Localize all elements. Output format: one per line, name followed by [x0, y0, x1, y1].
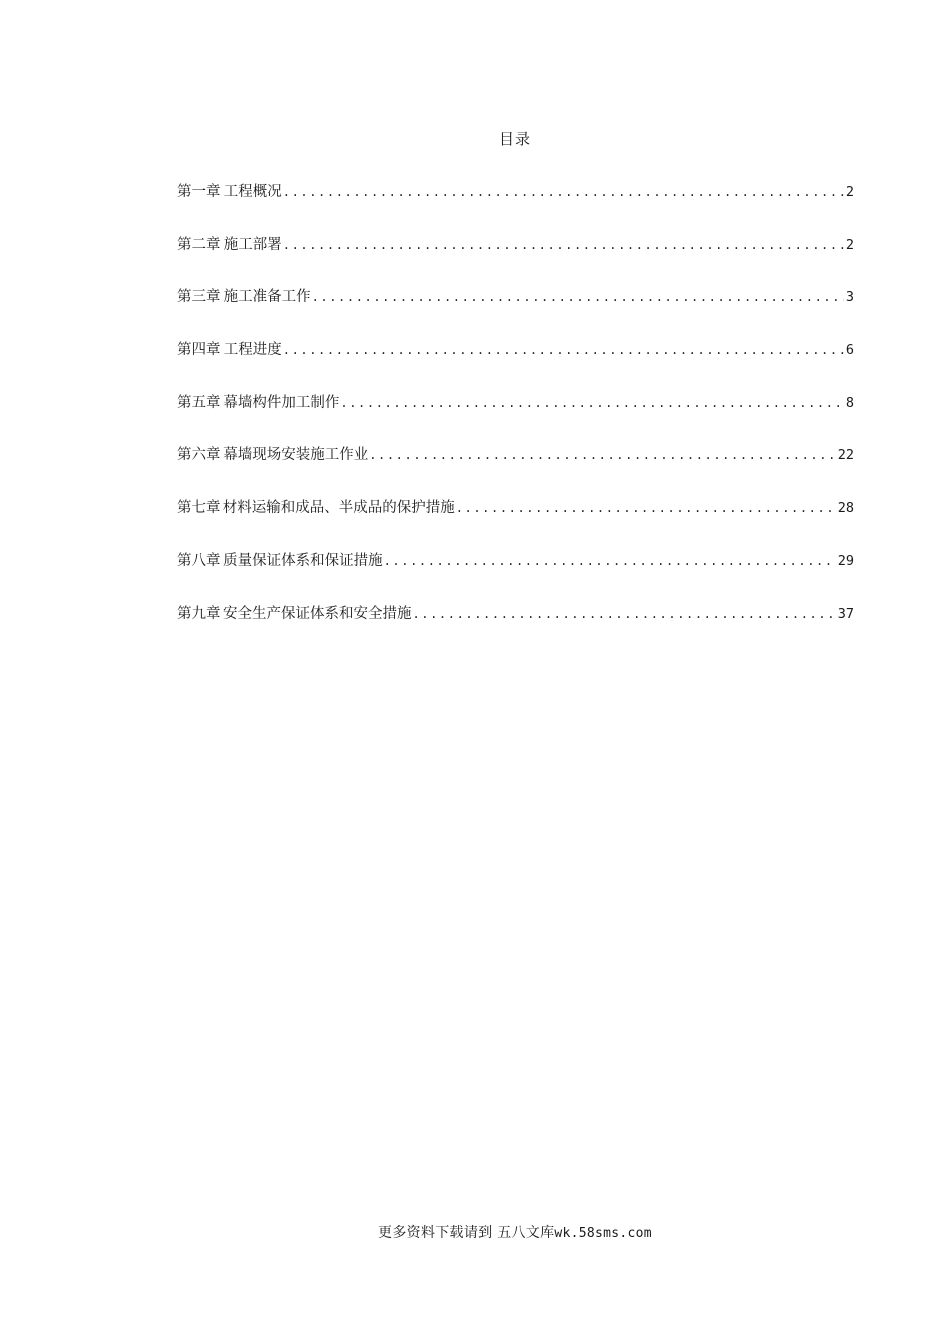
- toc-chapter-name: 工程概况: [223, 184, 282, 200]
- toc-dot-leader: [412, 607, 835, 621]
- toc-entry[interactable]: [177, 338, 854, 391]
- toc-chapter-number: 第七章: [177, 500, 221, 517]
- toc-chapter-number: 第五章: [177, 394, 221, 411]
- toc-dot-leader: [283, 238, 844, 252]
- toc-chapter-name: 施工部署: [223, 236, 282, 253]
- toc-chapter-number: 第四章: [177, 342, 221, 359]
- toc-chapter-name: 幕墙现场安装施工作业: [223, 447, 369, 464]
- toc-page-number: 2: [845, 184, 854, 200]
- toc-entry[interactable]: [177, 549, 854, 602]
- toc-chapter-name: 施工准备工作: [223, 289, 311, 306]
- toc-entry[interactable]: [177, 285, 854, 338]
- toc-chapter-number: 第一章: [177, 184, 221, 200]
- toc-entry[interactable]: [177, 391, 854, 444]
- toc-chapter-number: 第六章: [177, 447, 221, 464]
- toc-chapter-number: 第八章: [177, 552, 221, 569]
- toc-page-number: 6: [845, 342, 854, 359]
- toc-chapter-name: 安全生产保证体系和安全措施: [222, 605, 412, 622]
- toc-page-number: 8: [845, 394, 854, 411]
- toc-dot-leader: [456, 501, 836, 515]
- toc-page-number: 29: [837, 552, 854, 569]
- toc-page-number: 22: [837, 447, 854, 464]
- toc-dot-leader: [283, 185, 844, 199]
- toc-chapter-number: 第二章: [177, 236, 221, 253]
- toc-entry[interactable]: [177, 233, 854, 286]
- toc-page-number: 2: [845, 236, 854, 253]
- table-of-contents: [177, 180, 854, 654]
- toc-entry[interactable]: [177, 602, 854, 655]
- toc-chapter-number: 第九章: [177, 605, 221, 622]
- toc-chapter-number: 第三章: [177, 289, 221, 306]
- toc-dot-leader: [283, 343, 844, 357]
- toc-page-number: 37: [837, 605, 854, 622]
- toc-dot-leader: [384, 554, 836, 568]
- toc-title: 目录: [498, 130, 531, 148]
- footer-site-link[interactable]: wk.58sms.com: [554, 1226, 652, 1241]
- toc-entry[interactable]: [177, 496, 854, 549]
- toc-dot-leader: [312, 290, 844, 304]
- toc-dot-leader: [369, 448, 836, 462]
- toc-entry[interactable]: [177, 180, 854, 233]
- page-footer: [0, 1222, 950, 1242]
- toc-dot-leader: [340, 396, 843, 410]
- toc-chapter-name: 质量保证体系和保证措施: [223, 552, 383, 569]
- toc-page-number: 28: [837, 500, 854, 517]
- toc-chapter-name: 幕墙构件加工制作: [223, 394, 340, 411]
- toc-entry[interactable]: [177, 443, 854, 496]
- toc-chapter-name: 工程进度: [223, 342, 282, 359]
- toc-page-number: 3: [845, 289, 854, 306]
- footer-text: 更多资料下载请到 五八文库: [378, 1225, 555, 1241]
- toc-chapter-name: 材料运输和成品、半成品的保护措施: [222, 500, 455, 517]
